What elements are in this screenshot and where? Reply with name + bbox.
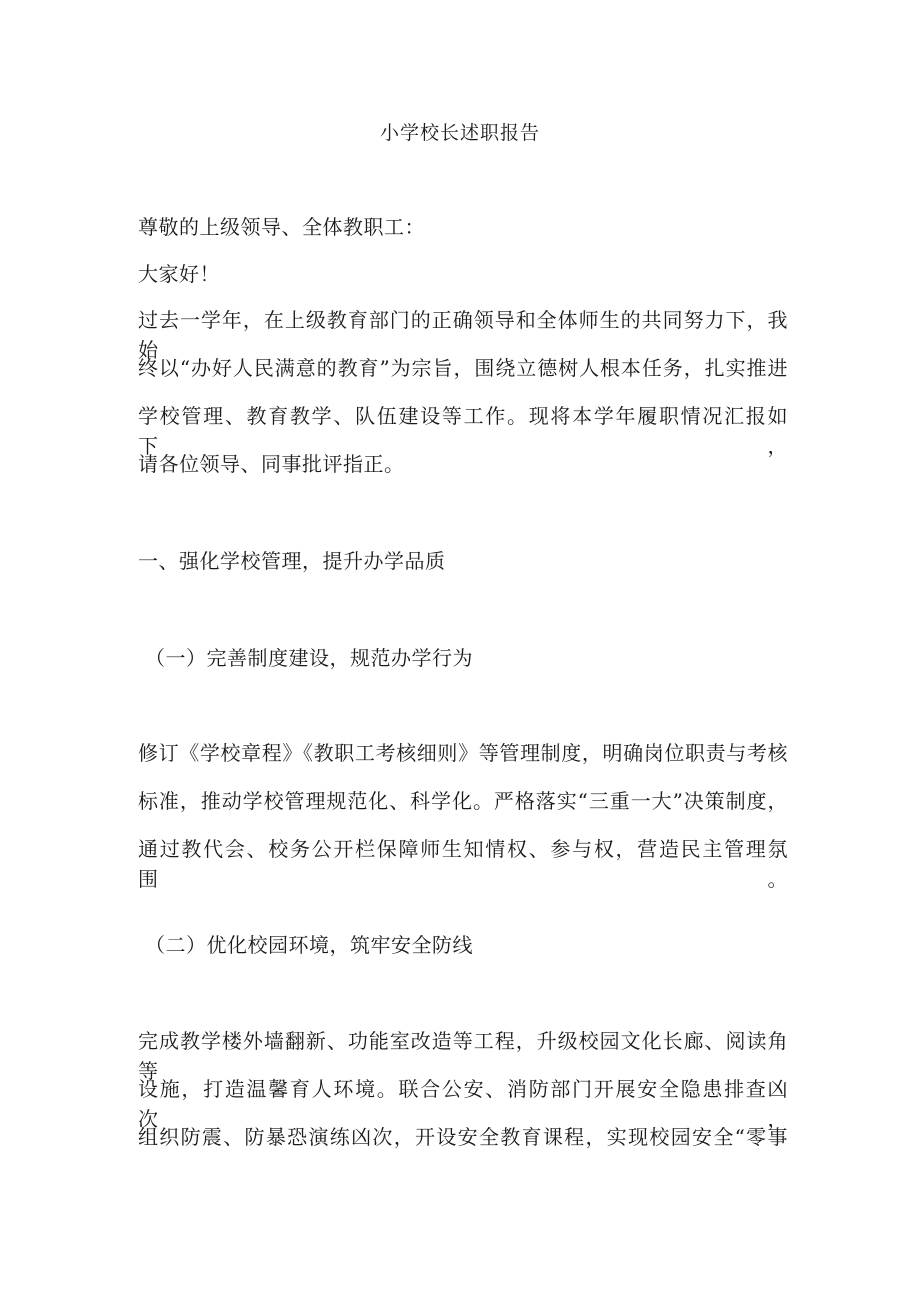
salutation: 大家好！: [138, 262, 220, 286]
intro-line: 请各位领导、同事批评指正。: [138, 452, 405, 476]
paragraph-line: 完成教学楼外墙翻新、功能室改造等工程，升级校园文化长廊、阅读角等: [138, 1029, 788, 1083]
document-title: 小学校长述职报告: [379, 122, 540, 144]
intro-line: 学校管理、教育教学、队伍建设等工作。现将本学年履职情况汇报如下，: [138, 404, 788, 458]
subsection-heading: （一）完善制度建设，规范办学行为: [145, 646, 473, 670]
paragraph-line: 通过教代会、校务公开栏保障师生知情权、参与权，营造民主管理氛围。: [138, 837, 788, 891]
paragraph-line: 组织防震、防暴恐演练凶次，开设安全教育课程，实现校园安全“零事: [138, 1125, 788, 1149]
section-heading: 一、强化学校管理，提升办学品质: [138, 549, 446, 573]
paragraph-line: 修订《学校章程》《教职工考核细则》等管理制度，明确岗位职责与考核: [138, 741, 788, 765]
intro-line: 过去一学年，在上级教育部门的正确领导和全体师生的共同努力下，我始: [138, 308, 788, 362]
intro-line: 终以“办好人民满意的教育”为宗旨，围绕立德树人根本任务，扎实推进: [138, 356, 788, 380]
subsection-heading: （二）优化校园环境，筑牢安全防线: [145, 933, 473, 957]
paragraph-line: 标准，推动学校管理规范化、科学化。严格落实“三重一大”决策制度，: [138, 789, 788, 813]
paragraph-line: 设施，打造温馨育人环境。联合公安、消防部门开展安全隐患排查凶次，: [138, 1077, 788, 1131]
greeting: 尊敬的上级领导、全体教职工：: [138, 215, 425, 239]
